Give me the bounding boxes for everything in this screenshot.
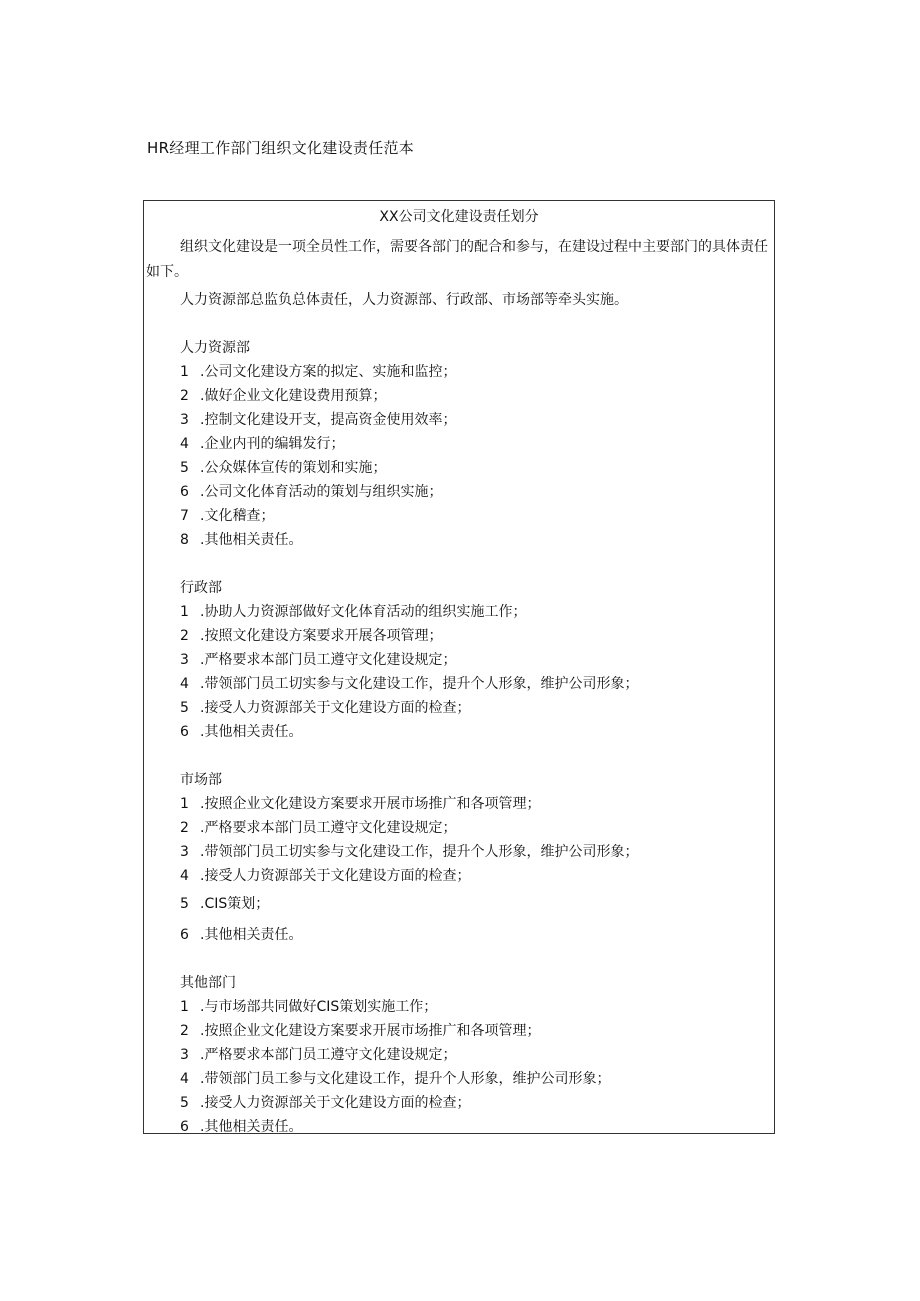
item-text: .做好企业文化建设费用预算； <box>200 388 387 404</box>
item-number: 6 <box>180 724 189 740</box>
item-text: .按照企业文化建设方案要求开展市场推广和各项管理； <box>200 796 541 812</box>
section-title-admin: 行政部 <box>180 580 222 596</box>
item-number: 4 <box>180 868 189 884</box>
item-number: 2 <box>180 820 189 836</box>
item-text: .公众媒体宣传的策划和实施； <box>200 460 387 476</box>
item-number: 3 <box>180 652 189 668</box>
list-item <box>180 601 526 621</box>
list-item <box>180 996 437 1016</box>
list-item <box>180 865 470 885</box>
item-number: 2 <box>180 628 189 644</box>
section-title-hr: 人力资源部 <box>180 340 250 356</box>
item-text: .公司文化建设方案的拟定、实施和监控； <box>200 364 457 380</box>
list-item <box>180 893 269 913</box>
list-item <box>180 385 386 405</box>
item-number: 1 <box>180 604 189 620</box>
item-number: 4 <box>180 676 189 692</box>
item-text: .带领部门员工切实参与文化建设工作，提升个人形象，维护公司形象； <box>200 844 639 860</box>
section-title-other: 其他部门 <box>180 975 236 991</box>
list-item <box>180 361 456 381</box>
item-text: .公司文化体育活动的策划与组织实施； <box>200 484 443 500</box>
item-number: 2 <box>180 1023 189 1039</box>
item-text: .企业内刊的编辑发行； <box>200 436 345 452</box>
item-text: .与市场部共同做好CIS策划实施工作； <box>200 999 438 1015</box>
item-text: .严格要求本部门员工遵守文化建设规定； <box>200 1047 457 1063</box>
list-item <box>180 505 274 525</box>
item-number: 5 <box>180 460 189 476</box>
item-text: .按照企业文化建设方案要求开展市场推广和各项管理； <box>200 1023 541 1039</box>
item-number: 3 <box>180 1047 189 1063</box>
item-text: .控制文化建设开支，提高资金使用效率； <box>200 412 457 428</box>
item-text: .其他相关责任。 <box>200 927 303 943</box>
list-item <box>180 1020 540 1040</box>
item-number: 7 <box>180 508 189 524</box>
list-item <box>180 793 540 813</box>
item-text: .协助人力资源部做好文化体育活动的组织实施工作； <box>200 604 527 620</box>
item-number: 4 <box>180 1071 189 1087</box>
item-text: .带领部门员工切实参与文化建设工作，提升个人形象，维护公司形象； <box>200 676 639 692</box>
list-item <box>180 841 638 861</box>
item-text: .接受人力资源部关于文化建设方面的检查； <box>200 868 471 884</box>
item-number: 4 <box>180 436 189 452</box>
item-text: .其他相关责任。 <box>200 532 303 548</box>
item-number: 6 <box>180 1119 189 1135</box>
box-heading: XX公司文化建设责任划分 <box>379 209 539 225</box>
item-text: .其他相关责任。 <box>200 1119 303 1135</box>
item-number: 5 <box>180 896 189 912</box>
item-text: .其他相关责任。 <box>200 724 303 740</box>
section-title-marketing: 市场部 <box>180 772 222 788</box>
item-text: .严格要求本部门员工遵守文化建设规定； <box>200 652 457 668</box>
item-number: 6 <box>180 484 189 500</box>
list-item <box>180 481 442 501</box>
list-item <box>180 529 302 549</box>
lead-paragraph: 人力资源部总监负总体责任，人力资源部、行政部、市场部等牵头实施。 <box>180 292 628 308</box>
list-item <box>180 1116 302 1136</box>
list-item <box>180 721 302 741</box>
item-number: 2 <box>180 388 189 404</box>
item-number: 1 <box>180 364 189 380</box>
list-item <box>180 697 470 717</box>
list-item <box>180 649 456 669</box>
item-number: 6 <box>180 927 189 943</box>
list-item <box>180 1092 470 1112</box>
list-item <box>180 673 638 693</box>
list-item <box>180 1044 456 1064</box>
item-number: 1 <box>180 796 189 812</box>
list-item <box>180 409 456 429</box>
responsibility-box <box>143 200 775 1134</box>
list-item <box>180 817 456 837</box>
item-number: 5 <box>180 700 189 716</box>
item-number: 1 <box>180 999 189 1015</box>
list-item <box>180 625 442 645</box>
item-number: 5 <box>180 1095 189 1111</box>
list-item <box>180 457 386 477</box>
item-text: .严格要求本部门员工遵守文化建设规定； <box>200 820 457 836</box>
document-title: HR经理工作部门组织文化建设责任范本 <box>147 139 415 157</box>
item-text: .接受人力资源部关于文化建设方面的检查； <box>200 700 471 716</box>
item-number: 3 <box>180 844 189 860</box>
item-text: .按照文化建设方案要求开展各项管理； <box>200 628 443 644</box>
list-item <box>180 924 302 944</box>
intro-paragraph: 组织文化建设是一项全员性工作，需要各部门的配合和参与，在建设过程中主要部门的具体责任如下。 <box>146 239 768 280</box>
item-text: .文化稽查； <box>200 508 275 524</box>
list-item <box>180 1068 610 1088</box>
item-text: .CIS策划； <box>200 896 270 912</box>
item-text: .接受人力资源部关于文化建设方面的检查； <box>200 1095 471 1111</box>
item-number: 3 <box>180 412 189 428</box>
item-number: 8 <box>180 532 189 548</box>
item-text: .带领部门员工参与文化建设工作，提升个人形象，维护公司形象； <box>200 1071 611 1087</box>
list-item <box>180 433 344 453</box>
